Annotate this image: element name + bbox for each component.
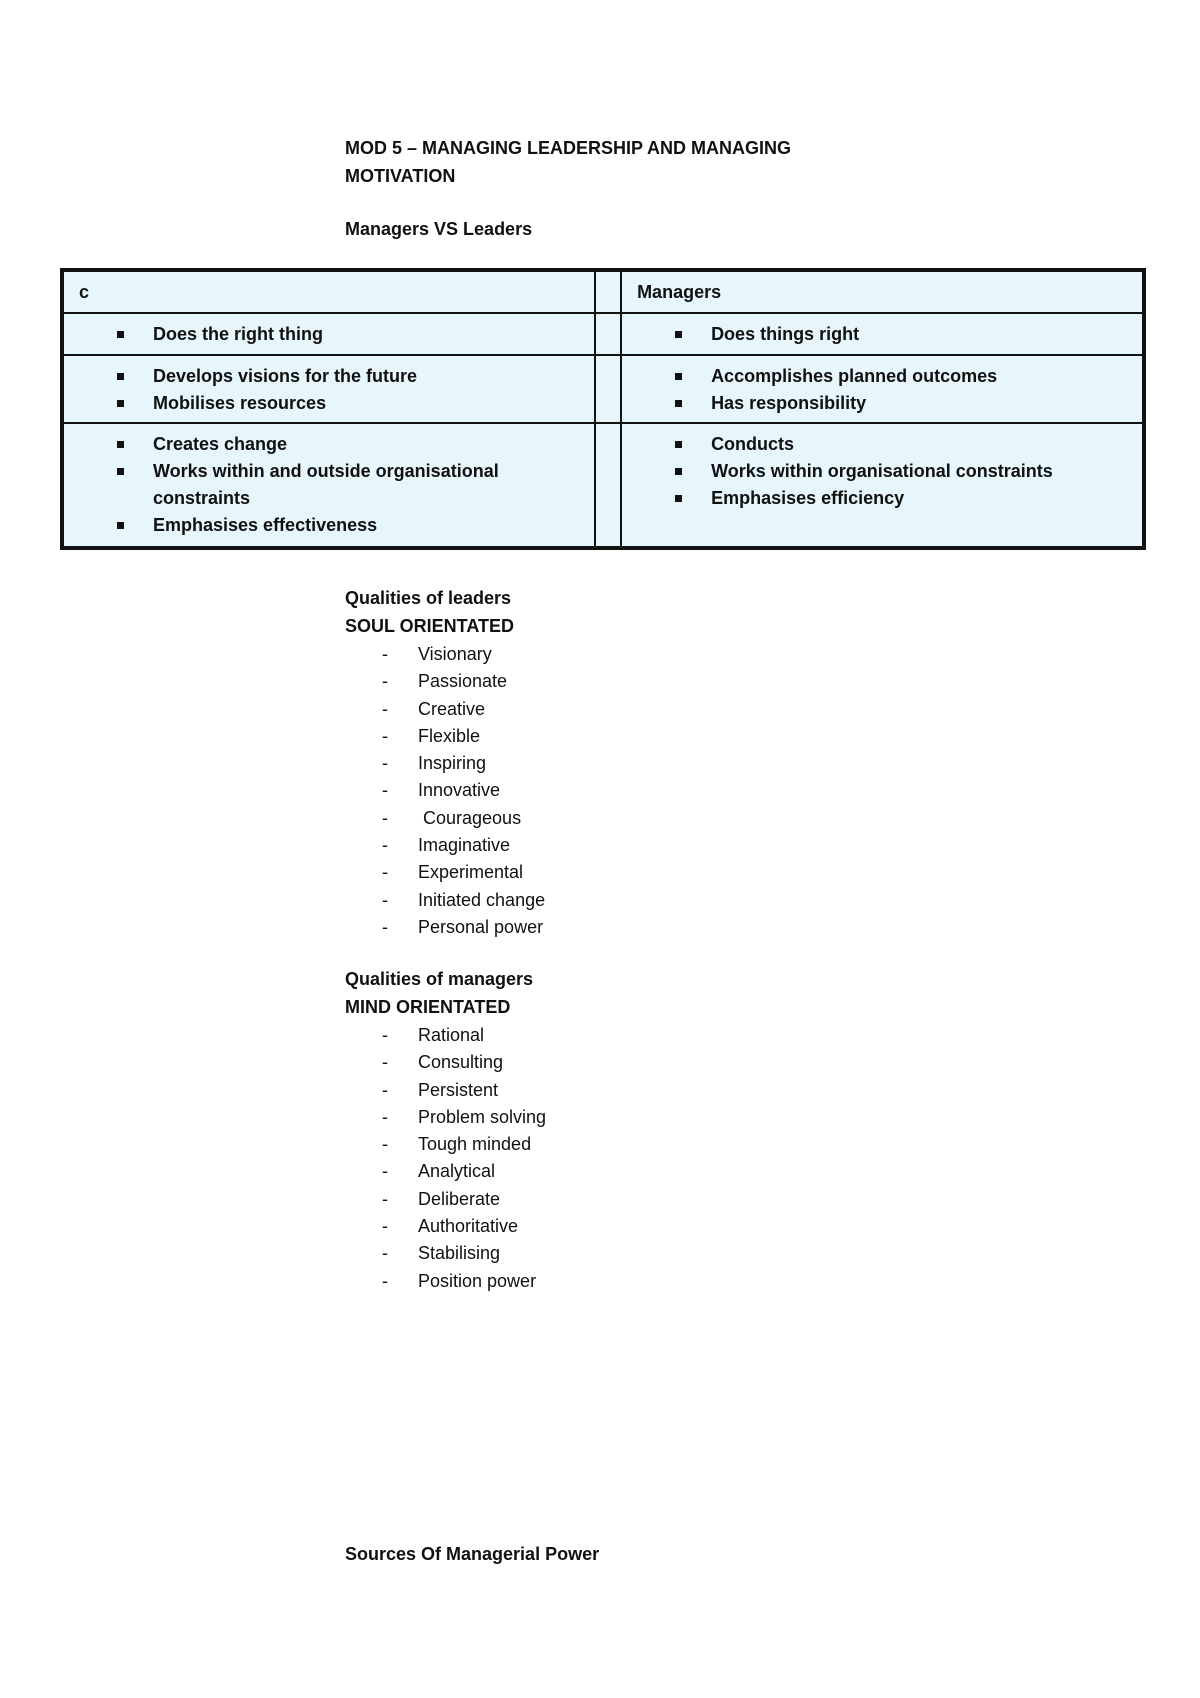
dash-marker: - (382, 1106, 388, 1127)
dash-marker: - (382, 1025, 388, 1045)
list-item (345, 1077, 546, 1104)
list-item (622, 390, 1142, 417)
managers-qualities-heading: Qualities of managers (345, 969, 534, 989)
square-bullet-icon (675, 331, 682, 338)
document-title: MOD 5 – MANAGING LEADERSHIP AND MANAGING MOTIVATION (345, 138, 792, 186)
table-header-row (63, 271, 1143, 313)
list-item-text: Experimental (418, 862, 524, 883)
list-item-text: Imaginative (418, 835, 511, 856)
dash-marker: - (382, 698, 388, 719)
dash-marker: - (382, 1188, 388, 1209)
dash-marker: - (382, 916, 388, 937)
list-item (345, 1158, 546, 1185)
dash-marker: - (382, 835, 388, 856)
list-item-text: Accomplishes planned outcomes (711, 366, 998, 386)
square-bullet-icon (117, 522, 124, 529)
list-item (622, 363, 1142, 390)
list-item (345, 1268, 546, 1295)
list-item (64, 458, 594, 512)
list-item-text: Personal power (418, 916, 544, 937)
square-bullet-icon (675, 468, 682, 475)
dash-marker: - (382, 1134, 388, 1155)
managers-bullet-list (622, 356, 1142, 417)
list-item-text: Persistent (418, 1079, 499, 1100)
dash-marker: - (382, 753, 388, 774)
list-item (345, 723, 545, 750)
list-item (345, 887, 545, 914)
leaders-orientation: SOUL ORIENTATED (345, 616, 515, 636)
list-item-text: Creates change (153, 434, 288, 454)
gap-cell (595, 271, 621, 313)
list-item-text: Creative (418, 698, 486, 719)
leaders-bullet-list (64, 314, 594, 348)
list-item (345, 641, 545, 668)
list-item-text: Innovative (418, 780, 501, 801)
dash-marker: - (382, 862, 388, 883)
square-bullet-icon (117, 373, 124, 380)
list-item (345, 1186, 546, 1213)
dash-marker: - (382, 1216, 388, 1237)
list-item-text: Rational (418, 1025, 485, 1045)
list-item-text: Mobilises resources (153, 393, 327, 413)
list-item-text: Emphasises efficiency (711, 488, 905, 508)
list-item-text: Conducts (711, 434, 795, 454)
table-row (63, 355, 1143, 423)
list-item-text: Develops visions for the future (153, 366, 418, 386)
list-item-text: Emphasises effectiveness (153, 515, 378, 535)
leaders-bullet-list (64, 356, 594, 417)
managers-cell (621, 313, 1143, 355)
list-item-text: Tough minded (418, 1134, 532, 1155)
list-item-text: Consulting (418, 1052, 504, 1073)
square-bullet-icon (675, 400, 682, 407)
square-bullet-icon (117, 468, 124, 475)
list-item-text: Problem solving (418, 1106, 547, 1127)
list-item (345, 832, 545, 859)
list-item (345, 1049, 546, 1076)
list-item-text: Courageous (418, 807, 522, 828)
list-item-text: Works within organisational constraints (711, 461, 1053, 481)
managers-cell (621, 423, 1143, 547)
list-item (622, 458, 1142, 485)
list-item (345, 777, 545, 804)
square-bullet-icon (675, 373, 682, 380)
managers-header-cell (621, 271, 1143, 313)
list-item (345, 1131, 546, 1158)
dash-marker: - (382, 644, 388, 664)
managers-bullet-list (622, 424, 1142, 512)
leaders-qualities-list (345, 641, 545, 941)
list-item-text: Stabilising (418, 1243, 501, 1264)
managers-cell (621, 355, 1143, 423)
managers-orientation: MIND ORIENTATED (345, 997, 511, 1017)
leaders-header: c (79, 282, 90, 302)
dash-marker: - (382, 1079, 388, 1100)
list-item-text: Deliberate (418, 1188, 501, 1209)
leaders-qualities-heading: Qualities of leaders (345, 588, 512, 608)
leaders-cell (63, 423, 595, 547)
list-item-text: Visionary (418, 644, 492, 664)
list-item-text: Flexible (418, 725, 481, 746)
list-item-text: Does the right thing (153, 324, 323, 344)
square-bullet-icon (117, 441, 124, 448)
leaders-cell (63, 313, 595, 355)
dash-marker: - (382, 807, 388, 828)
square-bullet-icon (675, 441, 682, 448)
square-bullet-icon (117, 331, 124, 338)
list-item (345, 1104, 546, 1131)
list-item (64, 390, 594, 417)
list-item (345, 1213, 546, 1240)
list-item-text: Initiated change (418, 889, 546, 910)
gap-cell (595, 423, 621, 547)
list-item-text: Analytical (418, 1161, 496, 1182)
list-item (345, 1022, 546, 1049)
dash-marker: - (382, 1243, 388, 1264)
list-item (345, 750, 545, 777)
dash-marker: - (382, 1052, 388, 1073)
table-row (63, 423, 1143, 547)
list-item (345, 668, 545, 695)
managerial-power-heading: Sources Of Managerial Power (345, 1544, 600, 1564)
dash-marker: - (382, 1270, 388, 1291)
dash-marker: - (382, 671, 388, 692)
dash-marker: - (382, 889, 388, 910)
list-item (345, 696, 545, 723)
table-row (63, 313, 1143, 355)
square-bullet-icon (117, 400, 124, 407)
list-item (345, 859, 545, 886)
list-item-text: Position power (418, 1270, 537, 1291)
list-item (622, 321, 1142, 348)
list-item-text: Authoritative (418, 1216, 519, 1237)
managers-header: Managers (637, 282, 722, 302)
dash-marker: - (382, 780, 388, 801)
table-caption: Managers VS Leaders (345, 219, 533, 239)
list-item-text: Inspiring (418, 753, 487, 774)
list-item (345, 1240, 546, 1267)
list-item (64, 431, 594, 458)
list-item (345, 914, 545, 941)
dash-marker: - (382, 1161, 388, 1182)
managers-qualities-list (345, 1022, 546, 1295)
list-item-text: Does things right (711, 324, 860, 344)
managers-bullet-list (622, 314, 1142, 348)
list-item (64, 512, 594, 539)
leaders-cell (63, 355, 595, 423)
comparison-table (60, 268, 1146, 550)
leaders-header-cell (63, 271, 595, 313)
list-item (622, 431, 1142, 458)
list-item (64, 321, 594, 348)
list-item (345, 805, 545, 832)
leaders-bullet-list (64, 424, 594, 539)
list-item-text: Passionate (418, 671, 508, 692)
square-bullet-icon (675, 495, 682, 502)
list-item-text: Works within and outside organisational constraints (153, 461, 499, 508)
gap-cell (595, 313, 621, 355)
list-item-text: Has responsibility (711, 393, 867, 413)
list-item (622, 485, 1142, 512)
dash-marker: - (382, 725, 388, 746)
list-item (64, 363, 594, 390)
gap-cell (595, 355, 621, 423)
